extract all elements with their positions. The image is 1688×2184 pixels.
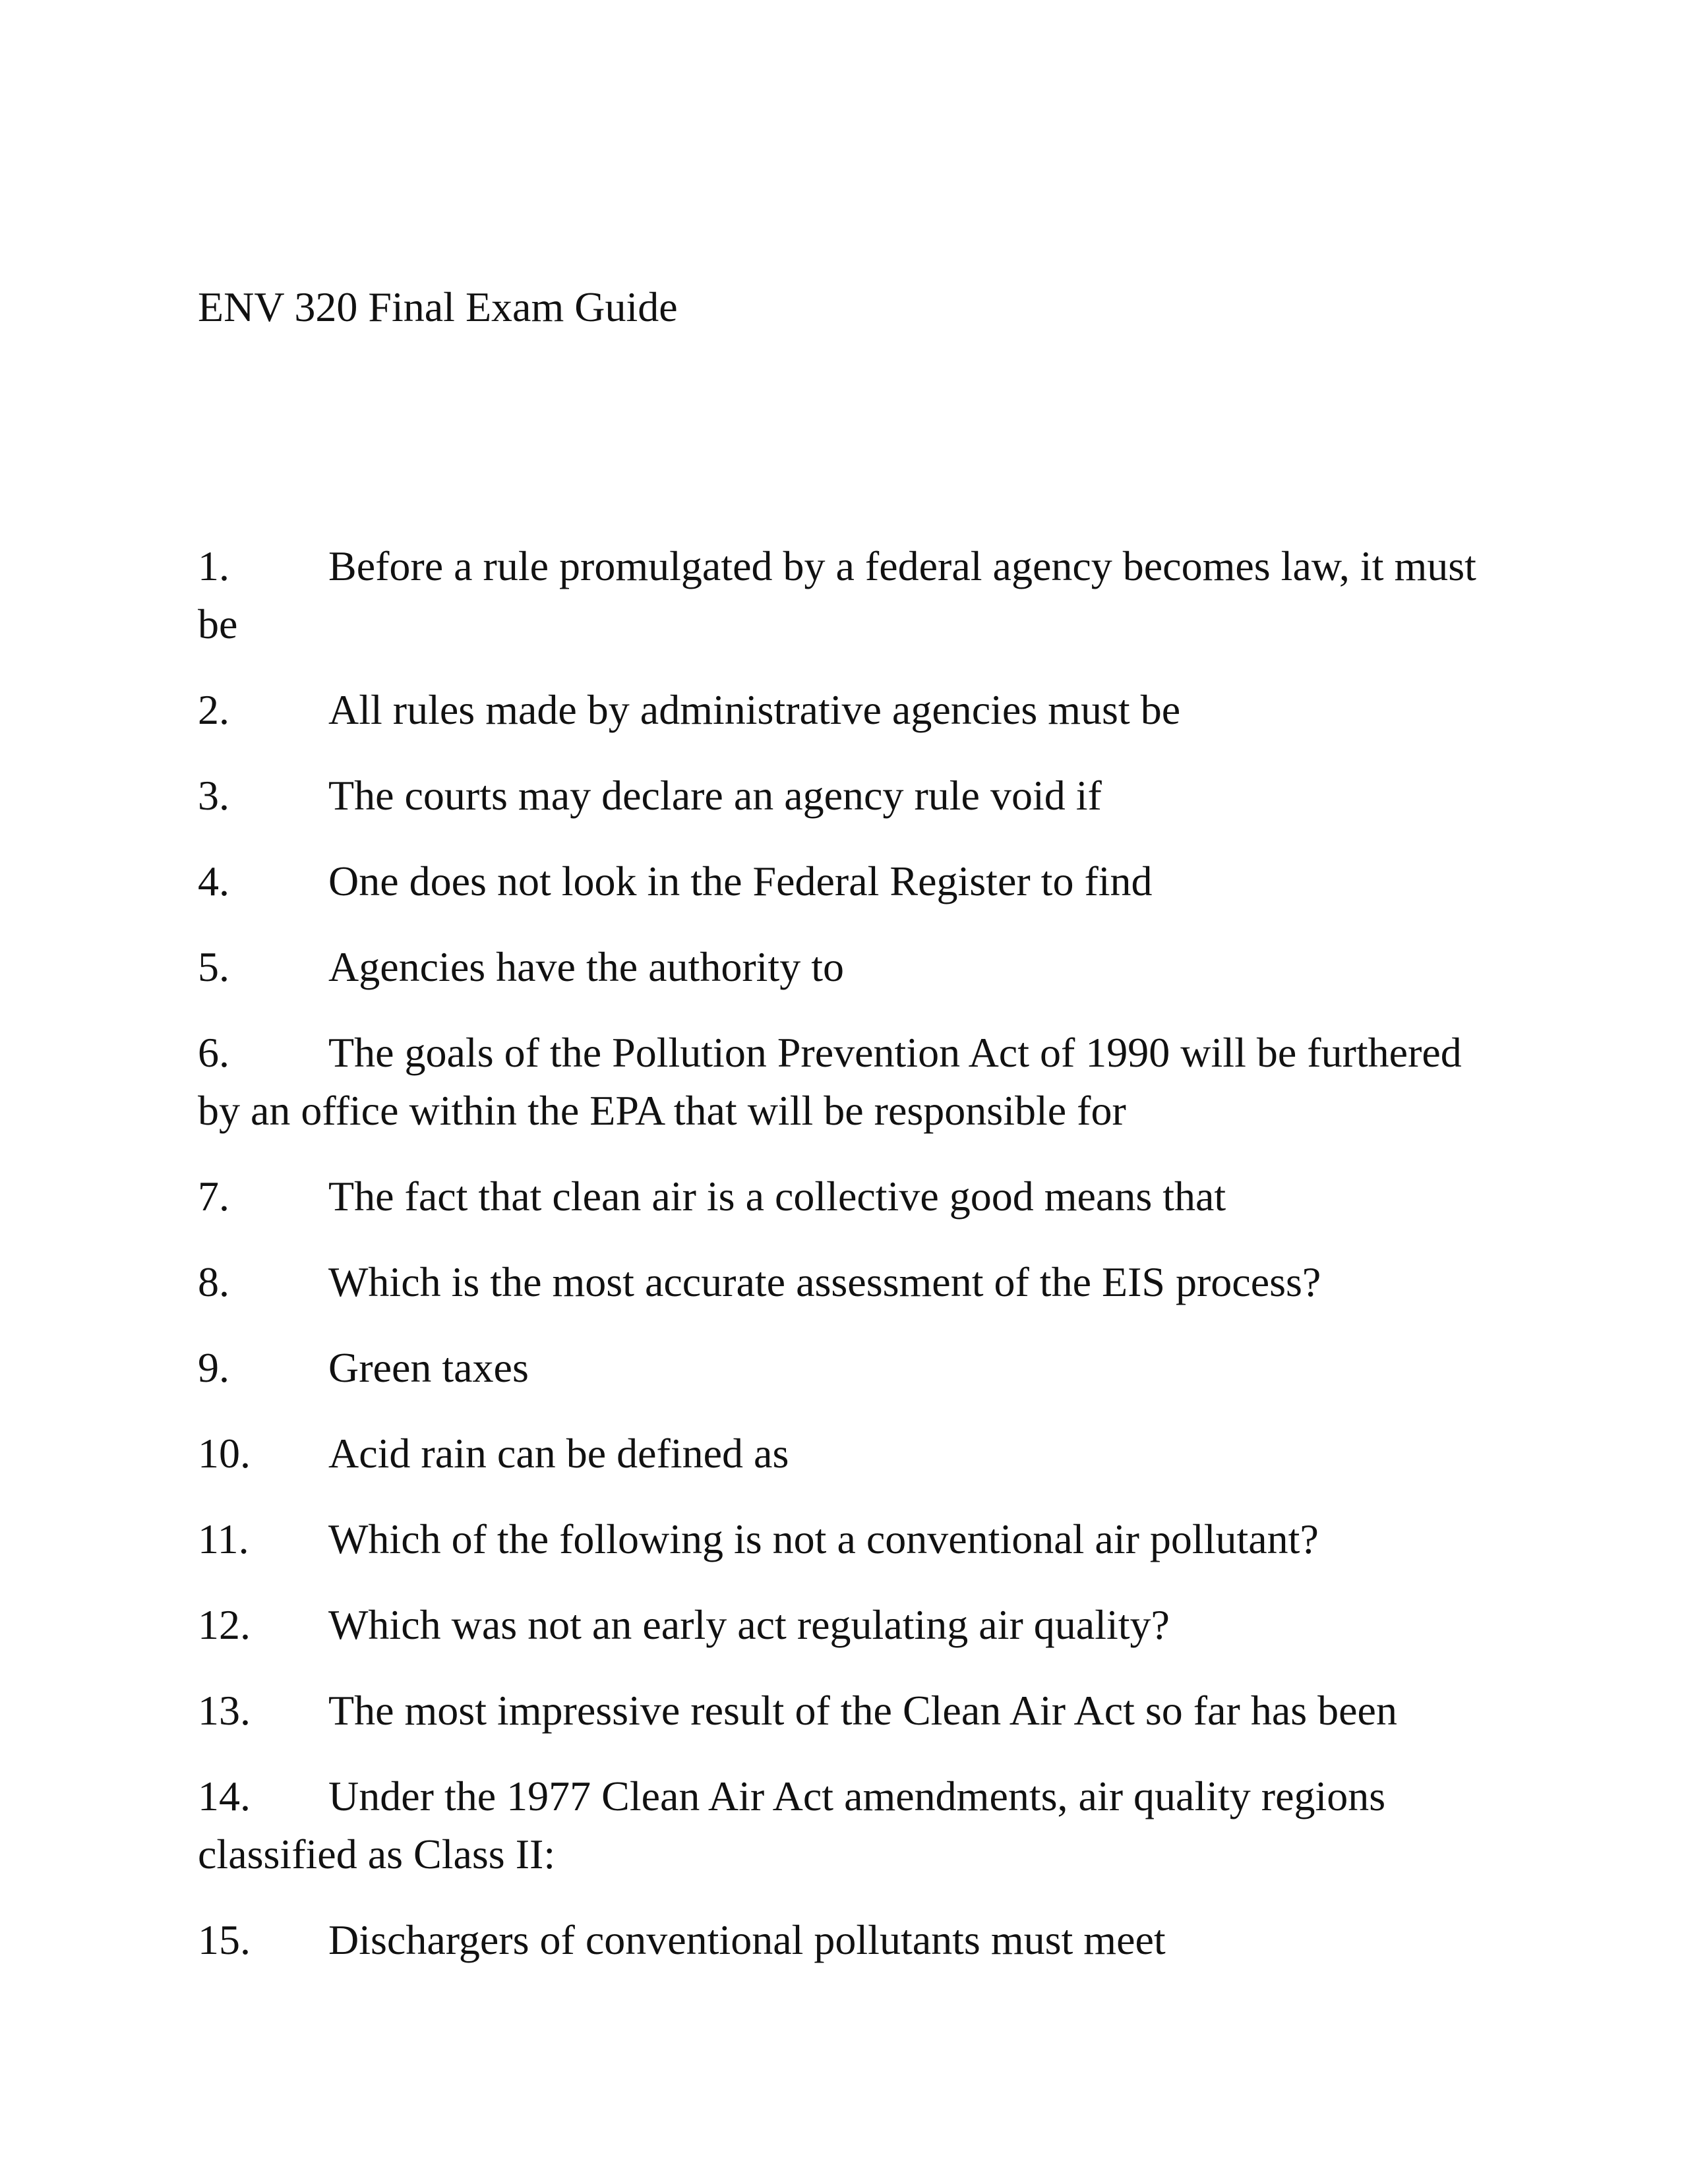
question-number: 12. [198,1601,251,1648]
question-text: The courts may declare an agency rule void if [328,772,1102,819]
question-item [198,767,1490,825]
question-text: All rules made by administrative agencies must be [328,686,1181,733]
question-number: 10. [198,1430,251,1477]
question-number: 2. [198,686,229,733]
question-item [198,1167,1490,1225]
question-text: The goals of the Pollution Prevention Act of 1990 will be furthered by an office within the EPA that will be responsible for [198,1029,1462,1134]
question-number: 11. [198,1516,249,1562]
question-item [198,1767,1490,1883]
question-text: The most impressive result of the Clean Air Act so far has been [328,1687,1397,1734]
question-number: 15. [198,1916,251,1963]
question-item [198,1024,1490,1140]
question-number: 3. [198,772,229,819]
question-item [198,852,1490,910]
question-item [198,681,1490,739]
question-text: Which of the following is not a conventional air pollutant? [328,1516,1319,1562]
question-item [198,1682,1490,1740]
question-number: 7. [198,1173,229,1220]
question-text: Under the 1977 Clean Air Act amendments, air quality regions classified as Class II: [198,1773,1386,1877]
question-item [198,1510,1490,1568]
question-number: 4. [198,858,229,904]
question-number: 5. [198,943,229,990]
question-number: 1. [198,543,229,589]
question-item [198,1253,1490,1311]
question-text: Agencies have the authority to [328,943,844,990]
question-text: Green taxes [328,1344,529,1391]
question-item [198,1339,1490,1397]
question-item [198,1425,1490,1483]
question-text: Which is the most accurate assessment of the EIS process? [328,1258,1321,1305]
document-title: ENV 320 Final Exam Guide [198,283,678,330]
question-text: One does not look in the Federal Register to find [328,858,1153,904]
question-number: 9. [198,1344,229,1391]
question-number: 8. [198,1258,229,1305]
question-list [198,537,1490,1997]
question-text: Acid rain can be defined as [328,1430,789,1477]
question-text: Which was not an early act regulating air quality? [328,1601,1170,1648]
question-item [198,1596,1490,1654]
question-text: Dischargers of conventional pollutants must meet [328,1916,1166,1963]
question-text: Before a rule promulgated by a federal agency becomes law, it must be [198,543,1476,647]
question-item [198,938,1490,996]
question-text: The fact that clean air is a collective good means that [328,1173,1226,1220]
question-number: 13. [198,1687,251,1734]
question-number: 6. [198,1029,229,1076]
question-number: 14. [198,1773,251,1819]
question-item [198,537,1490,653]
question-item [198,1911,1490,1969]
